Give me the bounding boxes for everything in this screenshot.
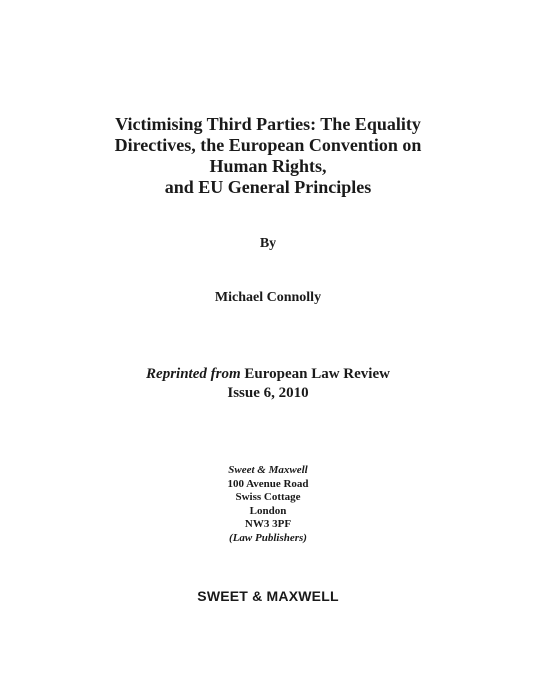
title-line-2: Directives, the European Convention on bbox=[114, 135, 422, 155]
address-line-2: Swiss Cottage bbox=[235, 491, 301, 504]
issue-info: Issue 6, 2010 bbox=[227, 385, 309, 401]
address-line-1: 100 Avenue Road bbox=[227, 477, 309, 490]
author-name: Michael Connolly bbox=[214, 290, 322, 305]
by-label: By bbox=[259, 236, 277, 251]
reprint-info bbox=[0, 365, 536, 403]
publisher-logo: SWEET & MAXWELL bbox=[197, 588, 339, 604]
publisher-block bbox=[0, 464, 536, 546]
reprint-prefix: Reprinted from bbox=[146, 366, 241, 382]
address-line-3: London bbox=[249, 504, 287, 517]
reprint-source-line bbox=[0, 365, 536, 384]
title-line-1: Victimising Third Parties: The Equality bbox=[115, 114, 421, 134]
journal-name: European Law Review bbox=[244, 366, 390, 382]
address-line-4: NW3 3PF bbox=[244, 518, 292, 531]
publisher-name: Sweet & Maxwell bbox=[228, 464, 308, 476]
publisher-note: (Law Publishers) bbox=[229, 531, 307, 544]
title-line-4: and EU General Principles bbox=[164, 177, 372, 197]
document-title bbox=[0, 114, 536, 198]
title-line-3: Human Rights, bbox=[209, 156, 327, 176]
